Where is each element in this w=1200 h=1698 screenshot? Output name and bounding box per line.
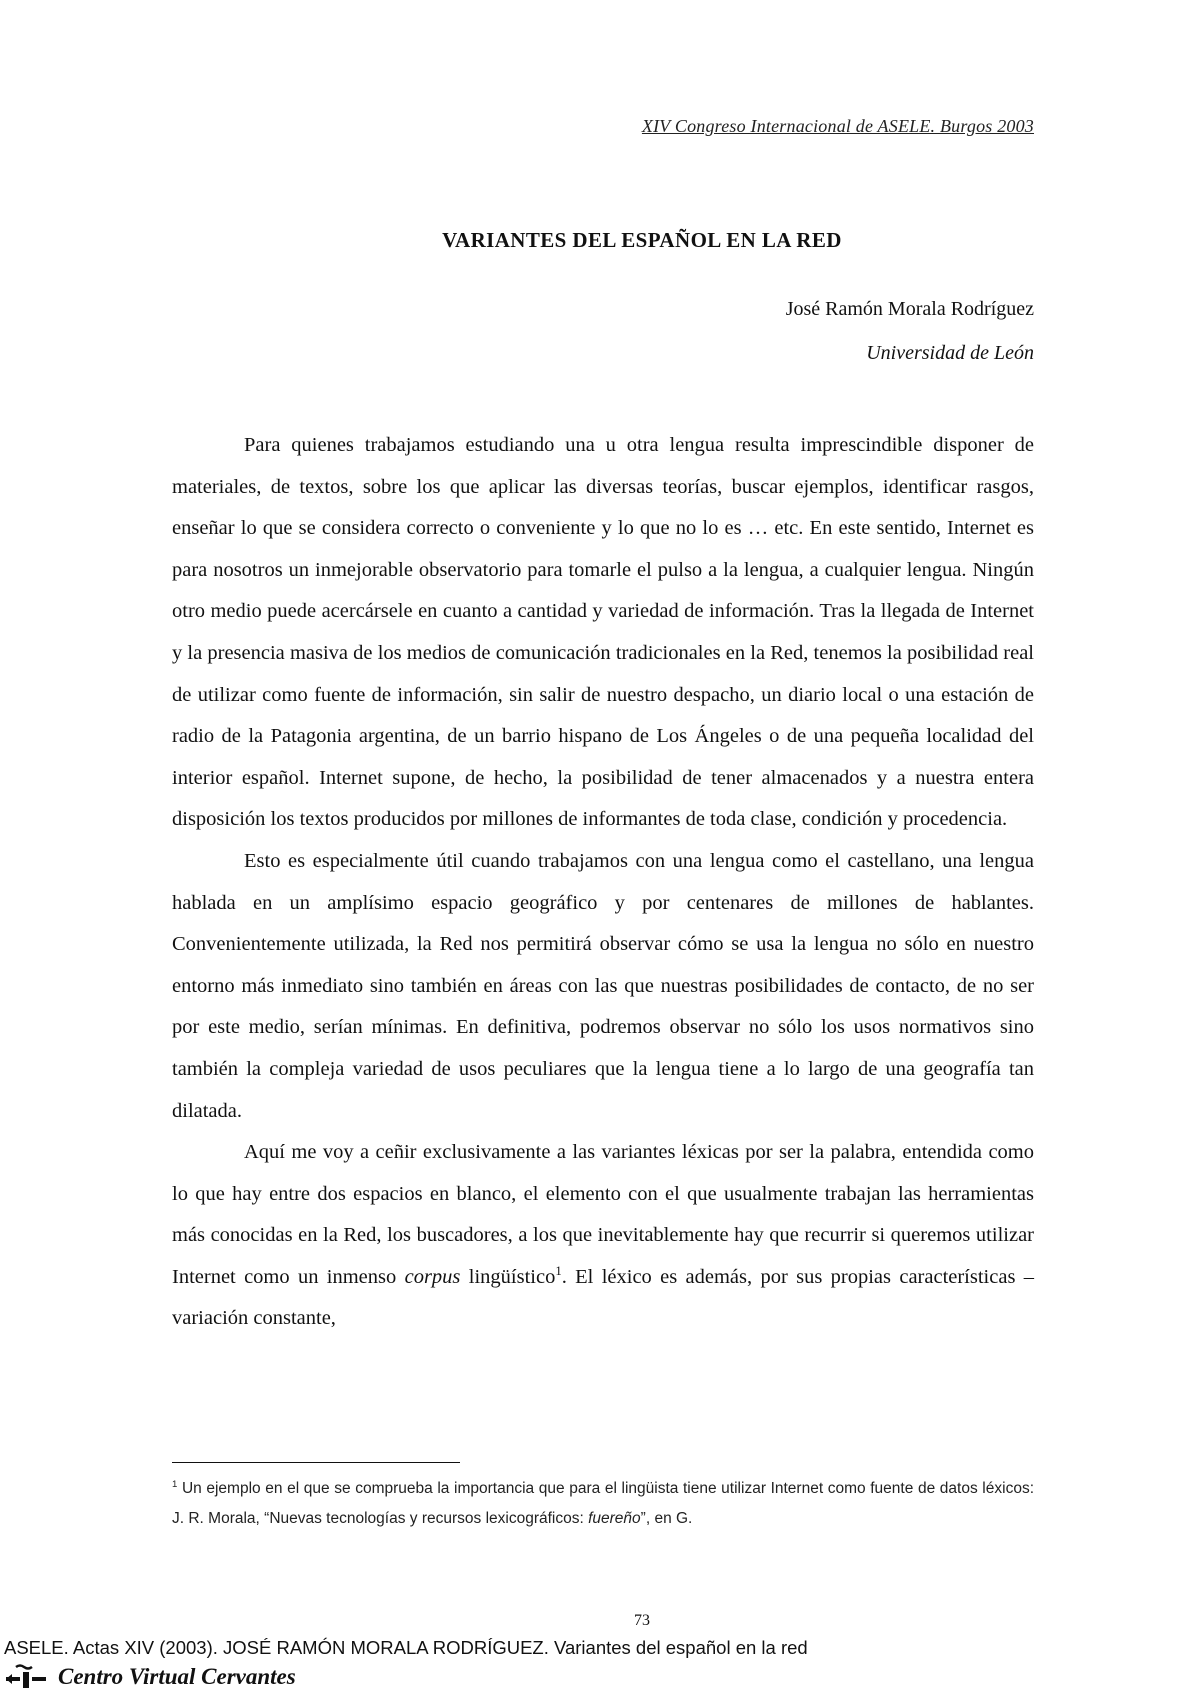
footnote-text: Un ejemplo en el que se comprueba la importancia que para el lingüista tiene utilizar Internet como fuente de datos léxicos: J. R. Morala, “Nuevas tecnologías y recursos lexicográficos:: [172, 1480, 1034, 1527]
cvc-logo-icon: [4, 1664, 52, 1690]
author-name: José Ramón Morala Rodríguez: [785, 298, 1034, 320]
author-affiliation: Universidad de León: [866, 342, 1034, 364]
article-title: VARIANTES DEL ESPAÑOL EN LA RED: [442, 228, 842, 252]
cvc-brand-name: Centro Virtual Cervantes: [58, 1664, 296, 1689]
footnote-1: [172, 1474, 1034, 1534]
source-citation: ASELE. Actas XIV (2003). JOSÉ RAMÓN MORALA RODRÍGUEZ. Variantes del español en la red: [4, 1637, 808, 1658]
footnote-separator: [172, 1462, 460, 1463]
paragraph-1: Para quienes trabajamos estudiando una u otra lengua resulta imprescindible disponer de materiales, de textos, sobre los que aplicar las diversas teorías, buscar ejemplos, identificar rasgos, enseñar lo que se considera correcto o conveniente y lo que no lo es … etc. En este sentido, Internet es para nosotros un inmejorable observatorio para tomarle el pulso a la lengua, a cualquier lengua. Ningún otro medio puede acercársele en cuanto a cantidad y variedad de información. Tras la llegada de Internet y la presencia masiva de los medios de comunicación tradicionales en la Red, tenemos la posibilidad real de utilizar como fuente de información, sin salir de nuestro despacho, un diario local o una estación de radio de la Patagonia argentina, de un barrio hispano de Los Ángeles o de una pequeña localidad del interior español. Internet supone, de hecho, la posibilidad de tener almacenados y a nuestra entera disposición los textos producidos por millones de informantes de toda clase, condición y procedencia.: [172, 434, 1034, 831]
footnote-emphasis: fuereño: [588, 1510, 641, 1527]
paragraph-3: [172, 1132, 1034, 1340]
footnote-marker: 1: [172, 1478, 178, 1490]
paragraph-3-continuation: . El léxico es además, por sus propias características –variación constante,: [172, 1265, 1035, 1330]
cvc-brand[interactable]: [4, 1664, 296, 1690]
paragraph-3-word: lingüístico: [468, 1265, 556, 1288]
article-body: [172, 425, 1034, 1340]
page-number: 73: [634, 1612, 650, 1629]
paragraph-2: Esto es especialmente útil cuando trabajamos con una lengua como el castellano, una lengua hablada en un amplísimo espacio geográfico y por centenares de millones de hablantes. Convenientemente utilizada, la Red nos permitirá observar cómo se usa la lengua no sólo en nuestro entorno más inmediato sino también en áreas con las que nuestras posibilidades de contacto, de no ser por este medio, serían mínimas. En definitiva, podremos observar no sólo los usos normativos sino también la compleja variedad de usos peculiares que la lengua tiene a lo largo de una geografía tan dilatada.: [172, 849, 1034, 1122]
footnote-text-end: ”, en G.: [640, 1510, 693, 1527]
paragraph-3-emphasis: corpus: [404, 1265, 461, 1288]
paragraph-3-text: Aquí me voy a ceñir exclusivamente a las variantes léxicas por ser la palabra, entendida como lo que hay entre dos espacios en blanco, el elemento con el que usualmente trabajan las herramientas más conocidas en la Red, los buscadores, a los que inevitablemente hay que recurrir si queremos utilizar Internet como un inmenso: [172, 1141, 1034, 1288]
conference-header: XIV Congreso Internacional de ASELE. Burgos 2003: [641, 116, 1034, 136]
footnote-reference[interactable]: 1: [555, 1264, 562, 1279]
